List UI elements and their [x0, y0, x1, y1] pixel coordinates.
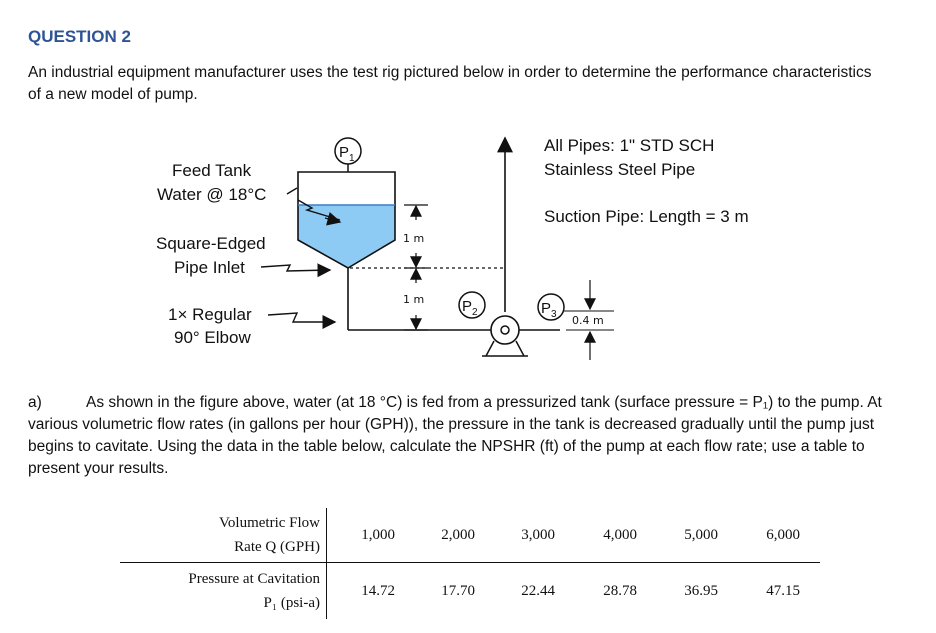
table-cell: 36.95	[684, 582, 718, 599]
part-a-paragraph	[28, 392, 918, 480]
intro-paragraph: An industrial equipment manufacturer uses the test rig pictured below in order to determine the performance characteristics of a new model of pump.	[28, 64, 872, 103]
part-a-label: a)	[28, 394, 42, 411]
table-cell: 6,000	[718, 508, 820, 563]
svg-text:P2: $P_2$	[462, 298, 478, 318]
elbow-label-1: 1× Regular	[168, 305, 252, 324]
table-cell: 2,000	[395, 508, 475, 563]
table-cell: 14.72	[361, 582, 395, 599]
table-cell: 3,000	[475, 508, 555, 563]
pipes-label-2: Stainless Steel Pipe	[544, 160, 696, 179]
part-a-text: As shown in the figure above, water (at 18 °C) is fed from a pressurized tank (surface pressure = P₁) to the pump. At various volumetric flow rates (in gallons per hour (GPH)), the pressure in the tank is decreased gradually until the pump just begins to cavitate. Using the data in the table below, calculate the NPSHR (ft) of the pump at each flow rate; use a table to present your results.	[28, 394, 882, 477]
table-cell: 22.44	[521, 582, 555, 599]
dim-lower-label: 1 m	[403, 293, 425, 306]
dim-pump-label: 0.4 m	[572, 314, 604, 327]
feed-tank-water-label: Water @ 18°C	[157, 185, 267, 204]
table-cell: 4,000	[555, 508, 637, 563]
tank-water	[298, 205, 395, 268]
flow-header: Volumetric Flow Rate Q (GPH)	[120, 508, 327, 563]
table-cell: 5,000	[637, 508, 718, 563]
feed-tank-label: Feed Tank	[172, 161, 252, 180]
pipes-label-1: All Pipes: 1" STD SCH	[544, 136, 715, 155]
svg-text:P3: $P_3$	[541, 300, 557, 320]
table-row-pressure	[120, 563, 820, 620]
dim-upper-label: 1 m	[403, 232, 425, 245]
table-cell: 1,000	[327, 508, 396, 563]
table-cell: 28.78	[603, 582, 637, 599]
svg-text:P1: $P_1$	[339, 144, 355, 164]
pressure-header: Pressure at Cavitation P₁ (psi-a)	[120, 563, 327, 620]
question-heading: QUESTION 2	[28, 27, 131, 46]
data-table	[120, 508, 820, 619]
elbow-label-2: 90° Elbow	[174, 328, 251, 347]
table-cell: 17.70	[441, 582, 475, 599]
suction-label: Suction Pipe: Length = 3 m	[544, 207, 749, 226]
table-row-flow	[120, 508, 820, 563]
inlet-label-2: Pipe Inlet	[174, 258, 245, 277]
table-cell: 47.15	[766, 582, 800, 599]
inlet-label-1: Square-Edged	[156, 234, 266, 253]
